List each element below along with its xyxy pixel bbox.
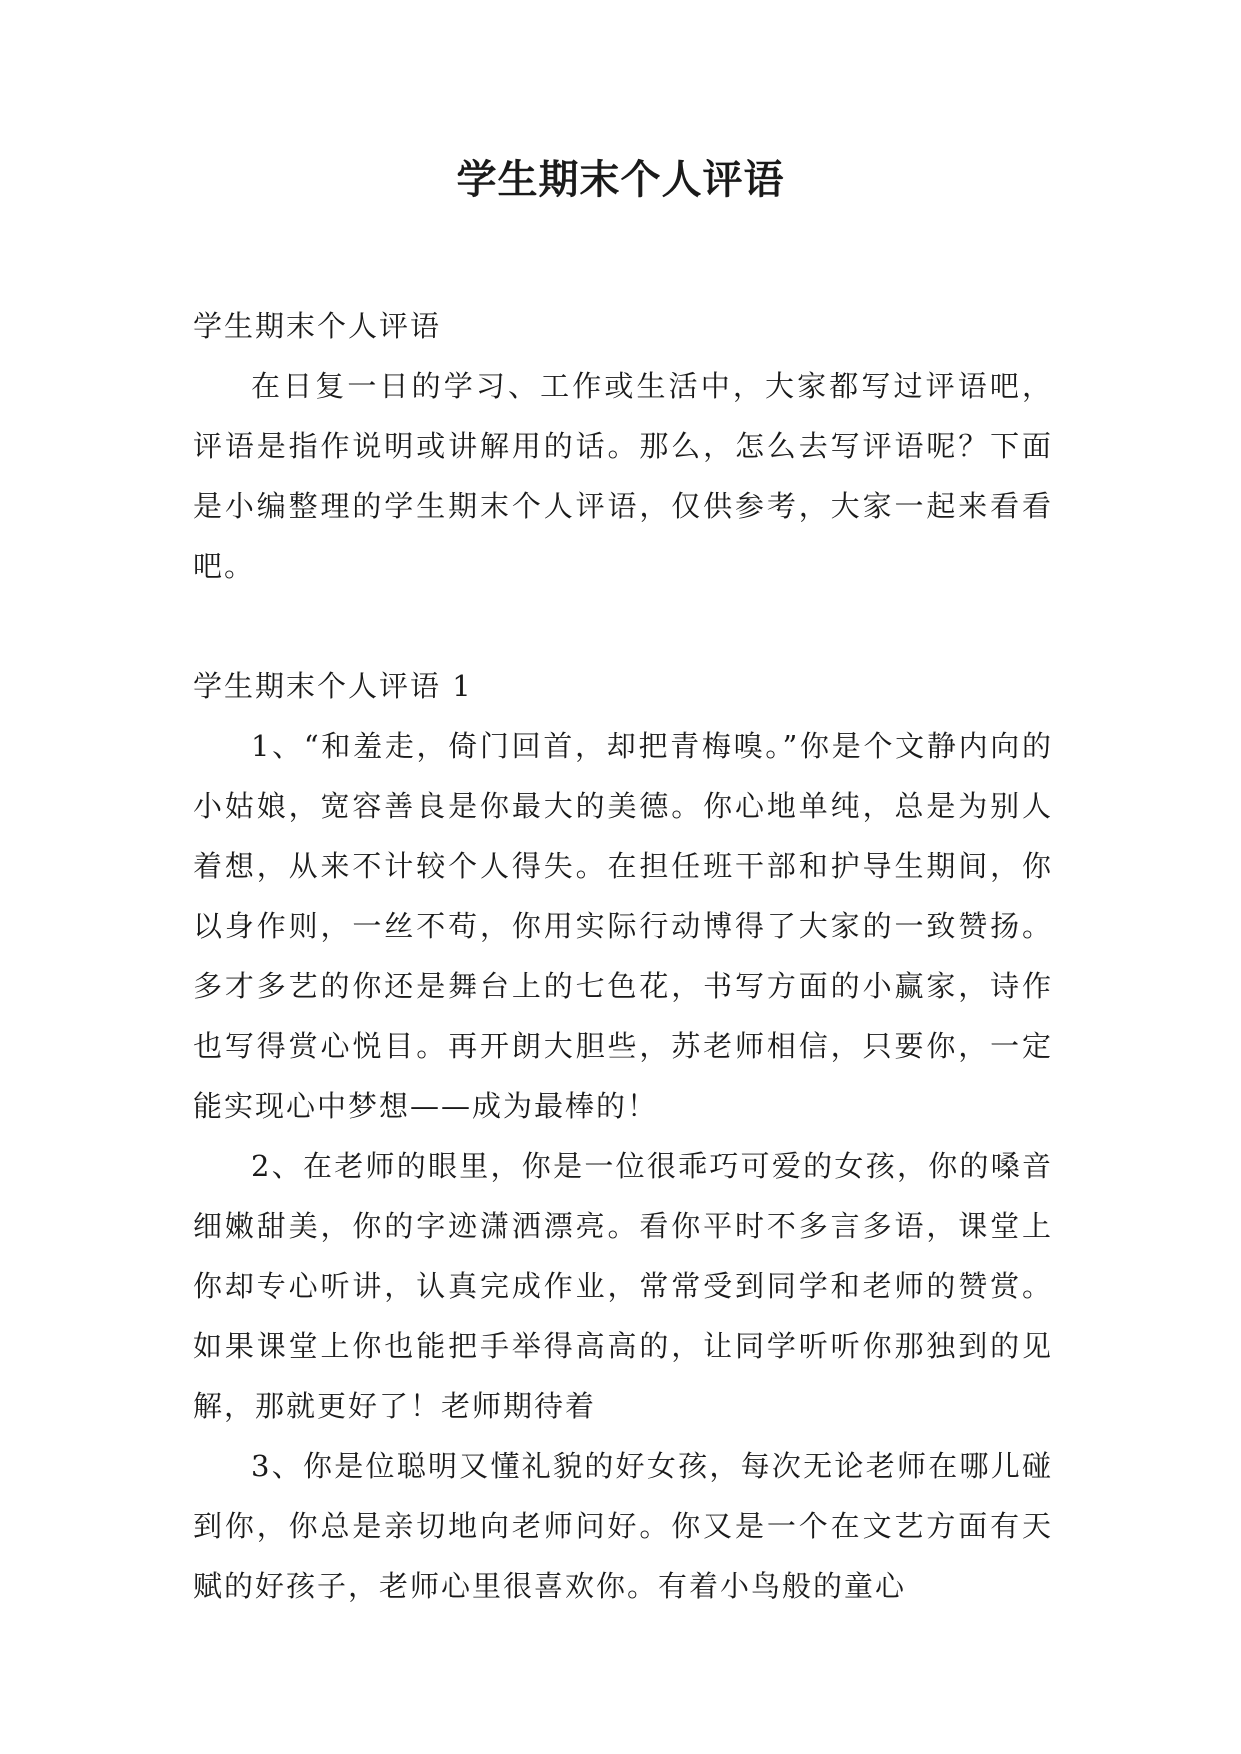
- intro-paragraph: 在日复一日的学习、工作或生活中，大家都写过评语吧，评语是指作说明或讲解用的话。那么，怎么去写评语呢？下面是小编整理的学生期末个人评语，仅供参考，大家一起来看看吧。: [193, 369, 1053, 583]
- comment-paragraph-2: 2、在老师的眼里，你是一位很乖巧可爱的女孩，你的嗓音细嫩甜美，你的字迹潇洒漂亮。看你平时不多言多语，课堂上你却专心听讲，认真完成作业，常常受到同学和老师的赞赏。如果课堂上你也能把手举得高高的，让同学听听你那独到的见解，那就更好了！老师期待着: [193, 1149, 1053, 1423]
- section-spacer: [193, 596, 1053, 656]
- document-title: 学生期末个人评语: [456, 156, 785, 203]
- intro-heading: 学生期末个人评语: [193, 309, 442, 343]
- section1-heading: 学生期末个人评语 1: [193, 669, 473, 703]
- comment-paragraph-1: 1、“和羞走，倚门回首，却把青梅嗅。”你是个文静内向的小姑娘，宽容善良是你最大的美德。你心地单纯，总是为别人着想，从来不计较个人得失。在担任班干部和护导生期间，你以身作则，一丝不苟，你用实际行动博得了大家的一致赞扬。多才多艺的你还是舞台上的七色花，书写方面的小赢家，诗作也写得赏心悦目。再开朗大胆些，苏老师相信，只要你，一定能实现心中梦想——成为最棒的！: [193, 729, 1053, 1123]
- document-body: [193, 296, 1053, 1616]
- comment-paragraph-3: 3、你是位聪明又懂礼貌的好女孩，每次无论老师在哪儿碰到你，你总是亲切地向老师问好。你又是一个在文艺方面有天赋的好孩子，老师心里很喜欢你。有着小鸟般的童心: [193, 1449, 1053, 1603]
